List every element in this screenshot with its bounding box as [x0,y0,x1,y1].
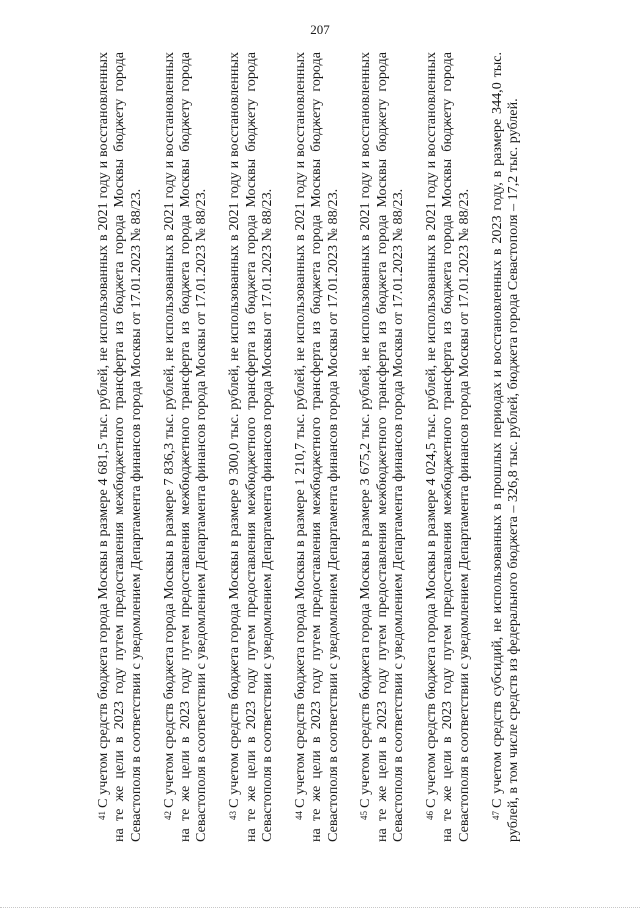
footnote-text: С учетом средств бюджета города Москвы в размере 4 024,5 тыс. рублей, не использованных в 2021 году и восстановленных на те же цели в 2023 году путем предоставления межбюджетного трансферта из бюджета города Москвы бюджету города Севастополя в соответствии с уведомлением Департамента финансов города Москвы от 17.01.2023 № 88/23. [422,52,472,842]
footnotes-block [95,52,547,842]
footnote-46 [423,52,489,842]
footnote-text: С учетом средств бюджета города Москвы в размере 9 300,0 тыс. рублей, не использованных в 2021 году и восстановленных на те же цели в 2023 году путем предоставления межбюджетного трансферта из бюджета города Москвы бюджету города Севастополя в соответствии с уведомлением Департамента финансов города Москвы от 17.01.2023 № 88/23. [226,52,275,842]
footnote-number: 45 [359,811,370,820]
footnote-42 [161,52,227,842]
footnote-43 [226,52,292,842]
footnote-41 [95,52,161,842]
footnote-text: С учетом средств субсидий, не использованных в прошлых периодах и восстановленных в 2023 году, в размере 344,0 тыс. рублей, в том числе средств из федерального бюджета – 326,8 тыс. рублей, бюджета города Севастополя – 17,2 тыс. рублей. [488,52,521,842]
footnote-45 [357,52,423,842]
footnote-text: С учетом средств бюджета города Москвы в размере 4 681,5 тыс. рублей, не использованных в 2021 году и восстановленных на те же цели в 2023 году путем предоставления межбюджетного трансферта из бюджета города Москвы бюджету города Севастополя в соответствии с уведомлением Департамента финансов города Москвы от 17.01.2023 № 88/23. [95,52,144,842]
footnote-number: 42 [162,811,173,820]
page-number: 207 [310,22,330,37]
footnote-number: 43 [228,811,239,820]
footnote-number: 41 [97,811,107,820]
footnote-text: С учетом средств бюджета города Москвы в размере 3 675,2 тыс. рублей, не использованных в 2021 году и восстановленных на те же цели в 2023 году путем предоставления межбюджетного трансферта из бюджета города Москвы бюджету города Севастополя в соответствии с уведомлением Департамента финансов города Москвы от 17.01.2023 № 88/23. [357,52,407,842]
footnote-47 [489,52,538,842]
footnote-number: 44 [293,811,304,820]
footnote-44 [292,52,358,842]
footnote-text: С учетом средств бюджета города Москвы в размере 7 836,3 тыс. рублей, не использованных в 2021 году и восстановленных на те же цели в 2023 году путем предоставления межбюджетного трансферта из бюджета города Москвы бюджету города Севастополя в соответствии с уведомлением Департамента финансов города Москвы от 17.01.2023 № 88/23. [160,52,210,842]
footnote-text: С учетом средств бюджета города Москвы в размере 1 210,7 тыс. рублей, не использованных в 2021 году и восстановленных на те же цели в 2023 году путем предоставления межбюджетного трансферта из бюджета города Москвы бюджету города Севастополя в соответствии с уведомлением Департамента финансов города Москвы от 17.01.2023 № 88/23. [291,52,341,842]
footnote-number: 46 [424,811,435,820]
page-edge-divider [0,907,640,908]
footnote-number: 47 [490,811,501,820]
